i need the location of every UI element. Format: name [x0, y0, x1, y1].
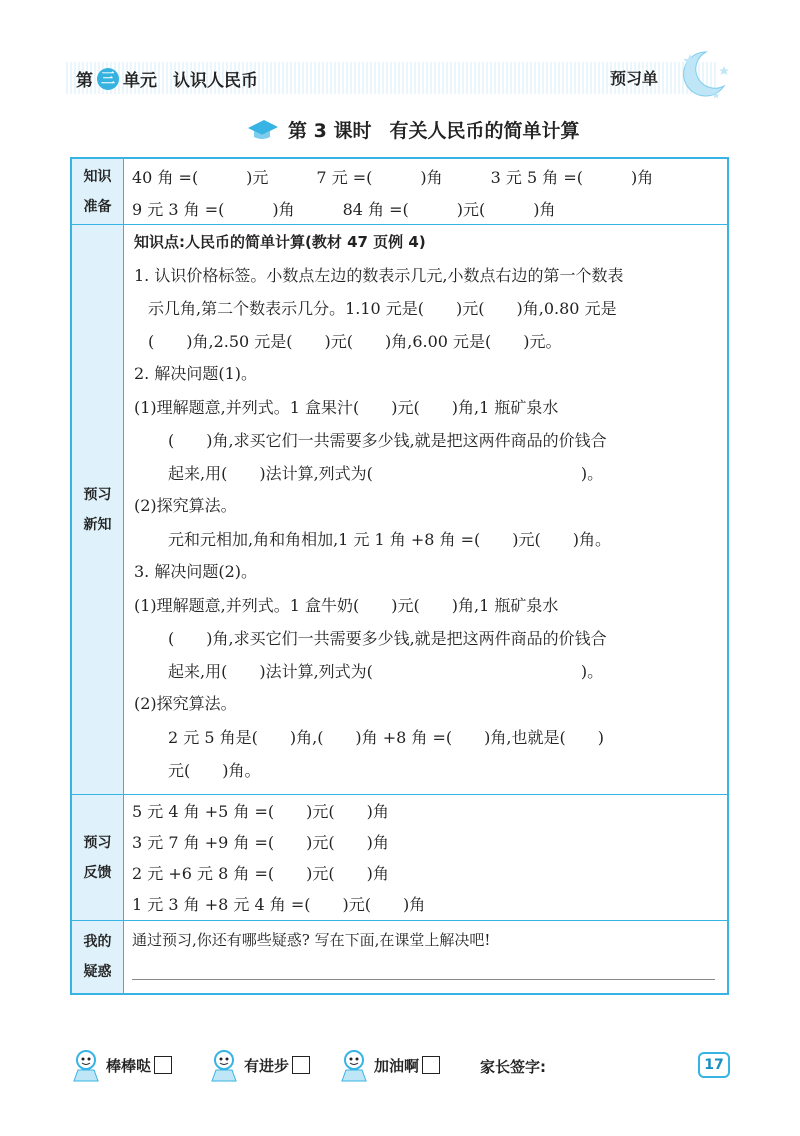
content-line: (1)理解题意,并列式。1 盒果汁( )元( )角,1 瓶矿泉水 [134, 398, 559, 417]
content-line: 1. 认识价格标签。小数点左边的数表示几元,小数点右边的第一个数表 [134, 266, 624, 285]
cartoon-kid-icon [208, 1048, 244, 1082]
unit-title: 认识人民币 [173, 71, 258, 91]
section-feedback [72, 795, 727, 921]
problem-heading: 2. 解决问题(1)。 [134, 364, 258, 383]
graduation-cap-icon [246, 118, 280, 140]
feedback-line: 1 元 3 角 +8 元 4 角 =( )元( )角 [132, 895, 426, 914]
feedback-line: 2 元 +6 元 8 角 =( )元( )角 [132, 864, 389, 883]
section-new-knowledge [72, 225, 727, 795]
lesson-name: 有关人民币的简单计算 [389, 119, 580, 142]
unit-number-badge: 三 [97, 68, 119, 90]
content-line: 2 元 5 角是( )角,( )角 +8 角 =( )角,也就是( ) [168, 728, 604, 747]
moon-stars-icon [672, 44, 732, 104]
footer-rating [70, 1044, 730, 1084]
content-line: 起来,用( )法计算,列式为( )。 [168, 662, 604, 681]
section-label: 预习 新知 [72, 225, 124, 794]
content-line: (2)探究算法。 [134, 496, 237, 515]
rating-great-label: 棒棒哒 [106, 1056, 152, 1075]
content-line: 起来,用( )法计算,列式为( )。 [168, 464, 604, 483]
rating-progress-checkbox[interactable] [292, 1056, 310, 1074]
section-label: 我的 疑惑 [72, 921, 124, 993]
section-label: 预习 反馈 [72, 795, 124, 920]
content-line: 元( )角。 [168, 761, 261, 780]
unit-heading [76, 66, 258, 91]
rating-cheer-label: 加油啊 [374, 1056, 420, 1075]
feedback-line: 5 元 4 角 +5 角 =( )元( )角 [132, 802, 389, 821]
lesson-title [246, 114, 579, 144]
problem-heading: 3. 解决问题(2)。 [134, 562, 258, 581]
feedback-line: 3 元 7 角 +9 角 =( )元( )角 [132, 833, 389, 852]
rating-cheer-checkbox[interactable] [422, 1056, 440, 1074]
section-knowledge-prep [72, 159, 727, 225]
cartoon-kid-icon [70, 1048, 106, 1082]
answer-line[interactable] [132, 979, 715, 980]
prep-line: 40 角 =( )元 7 元 =( )角 3 元 5 角 =( )角 [132, 168, 654, 187]
rating-progress-label: 有进步 [244, 1056, 290, 1075]
content-line: 元和元相加,角和角相加,1 元 1 角 +8 角 =( )元( )角。 [168, 530, 612, 549]
content-line: (2)探究算法。 [134, 694, 237, 713]
section-my-questions [72, 921, 727, 993]
rating-great-checkbox[interactable] [154, 1056, 172, 1074]
unit-suffix: 单元 [123, 71, 157, 91]
content-line: 示几角,第二个数表示几分。1.10 元是( )元( )角,0.80 元是 [148, 299, 617, 318]
worksheet-table [70, 157, 729, 995]
prep-line: 9 元 3 角 =( )角 84 角 =( )元( )角 [132, 200, 556, 219]
section-label: 知识 准备 [72, 159, 124, 224]
page-number: 17 [698, 1052, 730, 1078]
unit-prefix: 第 [76, 71, 93, 91]
content-line: (1)理解题意,并列式。1 盒牛奶( )元( )角,1 瓶矿泉水 [134, 596, 559, 615]
preview-sheet-tag: 预习单 [610, 69, 659, 88]
cartoon-kid-icon [338, 1048, 374, 1082]
question-prompt: 通过预习,你还有哪些疑惑? 写在下面,在课堂上解决吧! [132, 931, 491, 949]
content-line: ( )角,求买它们一共需要多少钱,就是把这两件商品的价钱合 [168, 431, 607, 450]
content-line: ( )角,2.50 元是( )元( )角,6.00 元是( )元。 [148, 332, 562, 351]
knowledge-point-heading: 知识点:人民币的简单计算(教材 47 页例 4) [134, 233, 426, 251]
parent-signature-label: 家长签字: [480, 1058, 546, 1076]
content-line: ( )角,求买它们一共需要多少钱,就是把这两件商品的价钱合 [168, 629, 607, 648]
lesson-number: 第 3 课时 [288, 119, 372, 142]
